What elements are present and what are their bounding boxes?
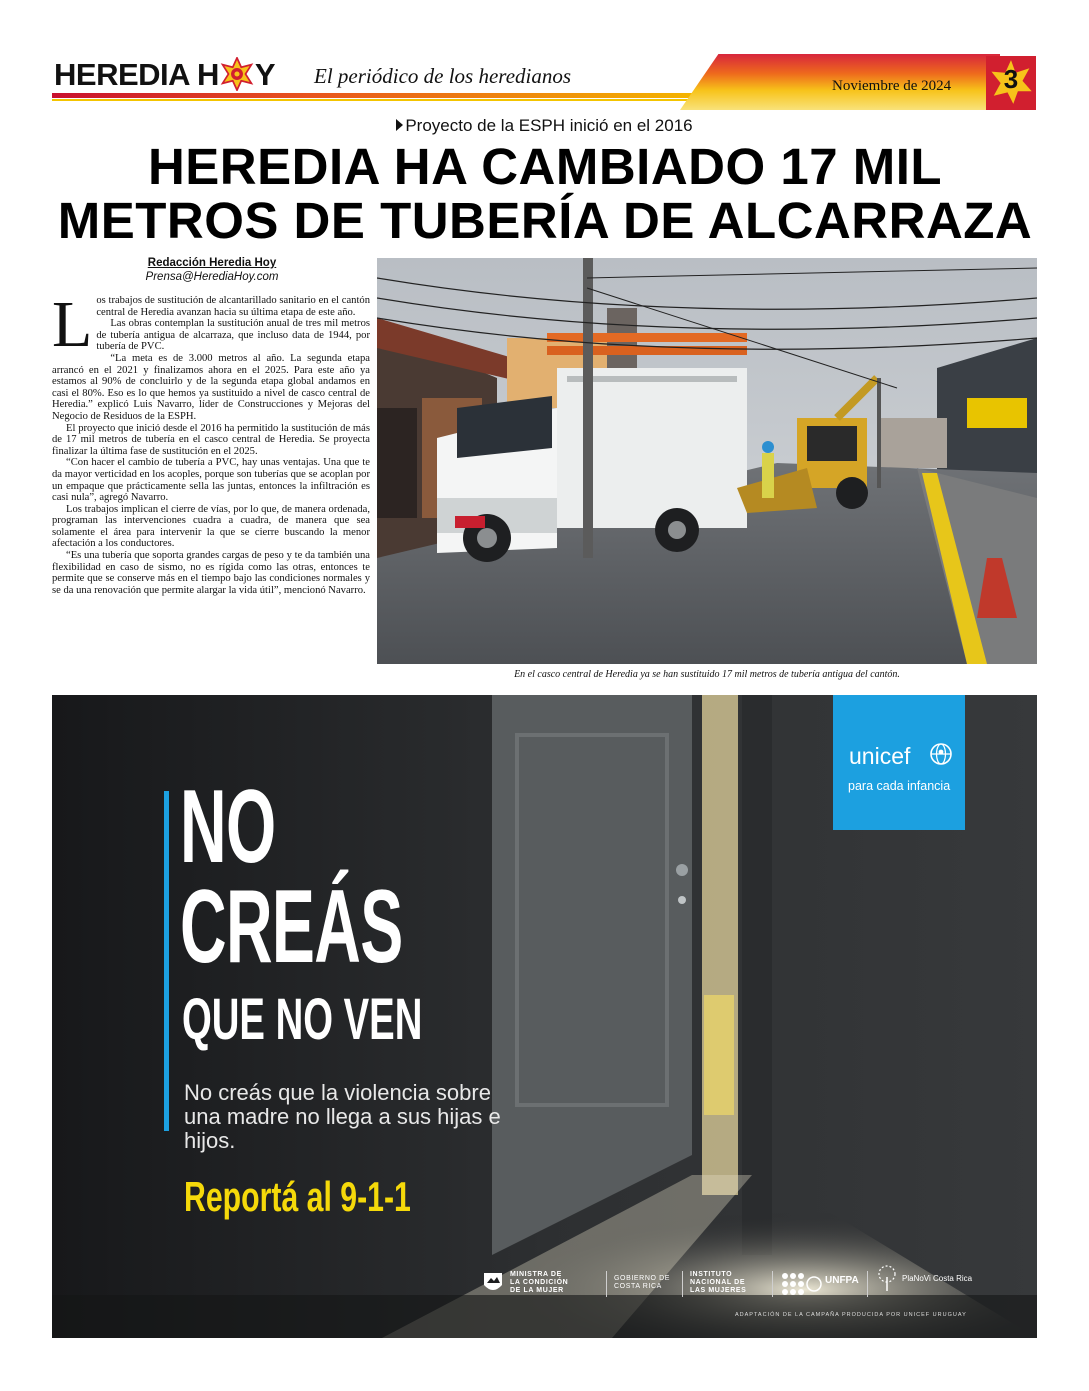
brand-text-part2: Y	[254, 57, 276, 92]
masthead	[52, 52, 1037, 112]
ad-accent-bar	[164, 791, 169, 1131]
headline-line-1: HEREDIA HA CAMBIADO 17 MIL	[147, 138, 943, 195]
brand-logo[interactable]	[54, 57, 275, 93]
logo-separator	[606, 1271, 607, 1297]
ad-title-line-2: CREÁS	[180, 869, 403, 985]
kicker-arrow-icon	[396, 119, 403, 131]
page-number: 3	[1003, 64, 1019, 94]
logo-planovi: PlaNoVi Costa Rica	[902, 1274, 973, 1283]
article-paragraph: “Es una tubería que soporta grandes cargas de peso y te da también una flexibilidad en caso de sismo, no es rígida como las otras, entonces te permite que se conserve más en el tiempo bajo las condiciones normales y se da una renovación que permite alargar la vida útil”, mencionó Navarro.	[52, 550, 370, 596]
logo-separator	[772, 1271, 773, 1297]
logo-unfpa: UNFPA	[825, 1275, 859, 1286]
masthead-tagline	[314, 64, 571, 89]
planovi-tree-icon	[874, 1265, 900, 1293]
tagline-prefix: El periódico de los	[314, 64, 474, 88]
ad-subtitle: No creás que la violencia sobre una madre no llega a sus hijas e hijos.	[184, 1080, 501, 1153]
logo-inamu: INSTITUTO NACIONAL DE LAS MUJERES	[690, 1271, 747, 1294]
ad-title-line-1: NO	[180, 769, 276, 885]
photo-caption: En el casco central de Heredia ya se han sustituido 17 mil metros de tubería antigua del cantón.	[514, 669, 900, 680]
unicef-wordmark: unicef	[849, 743, 911, 769]
article-paragraph: “Con hacer el cambio de tubería a PVC, hay unas ventajas. Una que te da mayor verticidad en los acoples, porque son tuberías que se acoplan por un empaque que prácticamente sella las juntas, entonces la infiltración es casi nula”, agregó Navarro.	[52, 457, 370, 504]
masthead-rule-thin	[52, 99, 692, 101]
unicef-tagline: para cada infancia	[848, 779, 951, 793]
headline-line-2: METROS DE TUBERÍA DE ALCARRAZA	[57, 192, 1033, 249]
issue-date: Noviembre de 2024	[832, 78, 952, 94]
logo-gobierno-cr: GOBIERNO DE COSTA RICA	[614, 1275, 670, 1290]
article-paragraph: Los trabajos de sustitución de alcantarillado sanitario en el cantón central de Heredia avanzan hacia su última etapa de este año.	[52, 288, 370, 361]
logo-separator	[867, 1271, 868, 1297]
byline-author: Redacción Heredia Hoy	[147, 257, 277, 269]
drop-cap: L	[52, 288, 93, 361]
tagline-emphasis: heredianos	[478, 64, 572, 88]
article-paragraph: “La meta es de 3.000 metros al año. La segunda etapa arrancó en el 2021 y finalizamos ahora en el 2025. Para este año ya estamos al 90% de concluirlo y de la segunda etapa global andamos en casi el 80%. Eso es lo que hemos ya sustituido a nivel de casco central de Heredia.” explicó Luis Navarro, líder de Construcciones y Mejoras del Negocio de Residuos de la ESPH.	[52, 352, 370, 422]
flower-star-icon	[220, 57, 254, 91]
byline-email[interactable]: Prensa@HerediaHoy.com	[145, 271, 279, 283]
unicef-logo-box[interactable]	[833, 695, 965, 830]
unicef-campaign-ad[interactable]	[52, 695, 1037, 1338]
masthead-rule	[52, 93, 692, 98]
street-works-photo	[377, 258, 1037, 664]
article-body	[52, 288, 370, 596]
partner-logos	[482, 1265, 982, 1305]
unfpa-dots-icon	[780, 1271, 822, 1297]
article-kicker	[0, 116, 1089, 136]
logo-ministra-mujer: MINISTRA DE LA CONDICIÓN DE LA MUJER	[510, 1271, 569, 1294]
article-paragraph: Las obras contemplan la sustitución anual de tres mil metros de tubería antigua de alcarraza, que incluso data de 1944, por tubería de PVC.	[96, 318, 370, 353]
costa-rica-shield-icon	[482, 1271, 504, 1295]
kicker-text: Proyecto de la ESPH inició en el 2016	[405, 116, 693, 135]
ad-title-line-3: QUE NO VEN	[182, 987, 423, 1052]
article-photo	[377, 258, 1037, 664]
unicef-globe-icon	[929, 742, 953, 766]
byline	[52, 256, 372, 284]
ad-call-to-action[interactable]: Reportá al 9-1-1	[184, 1173, 411, 1220]
ad-credit: ADAPTACIÓN DE LA CAMPAÑA PRODUCIDA POR UNICEF URUGUAY	[735, 1312, 967, 1318]
article-headline	[40, 140, 1050, 248]
article-paragraph: Los trabajos implican el cierre de vías, por lo que, de manera ordenada, programan las intervenciones cuadra a cuadra, de manera que sea solamente el área para intervenir la que se cierre buscando la menor afectación a los conductores.	[52, 503, 370, 550]
brand-text-part1: HEREDIA H	[54, 57, 219, 92]
logo-separator	[682, 1271, 683, 1297]
article-paragraph: El proyecto que inició desde el 2016 ha permitido la sustitución de más de 17 mil metros de tubería en el casco central de Heredia. Se proyecta finalizar la última fase de sustitución en el 2025.	[52, 422, 370, 457]
